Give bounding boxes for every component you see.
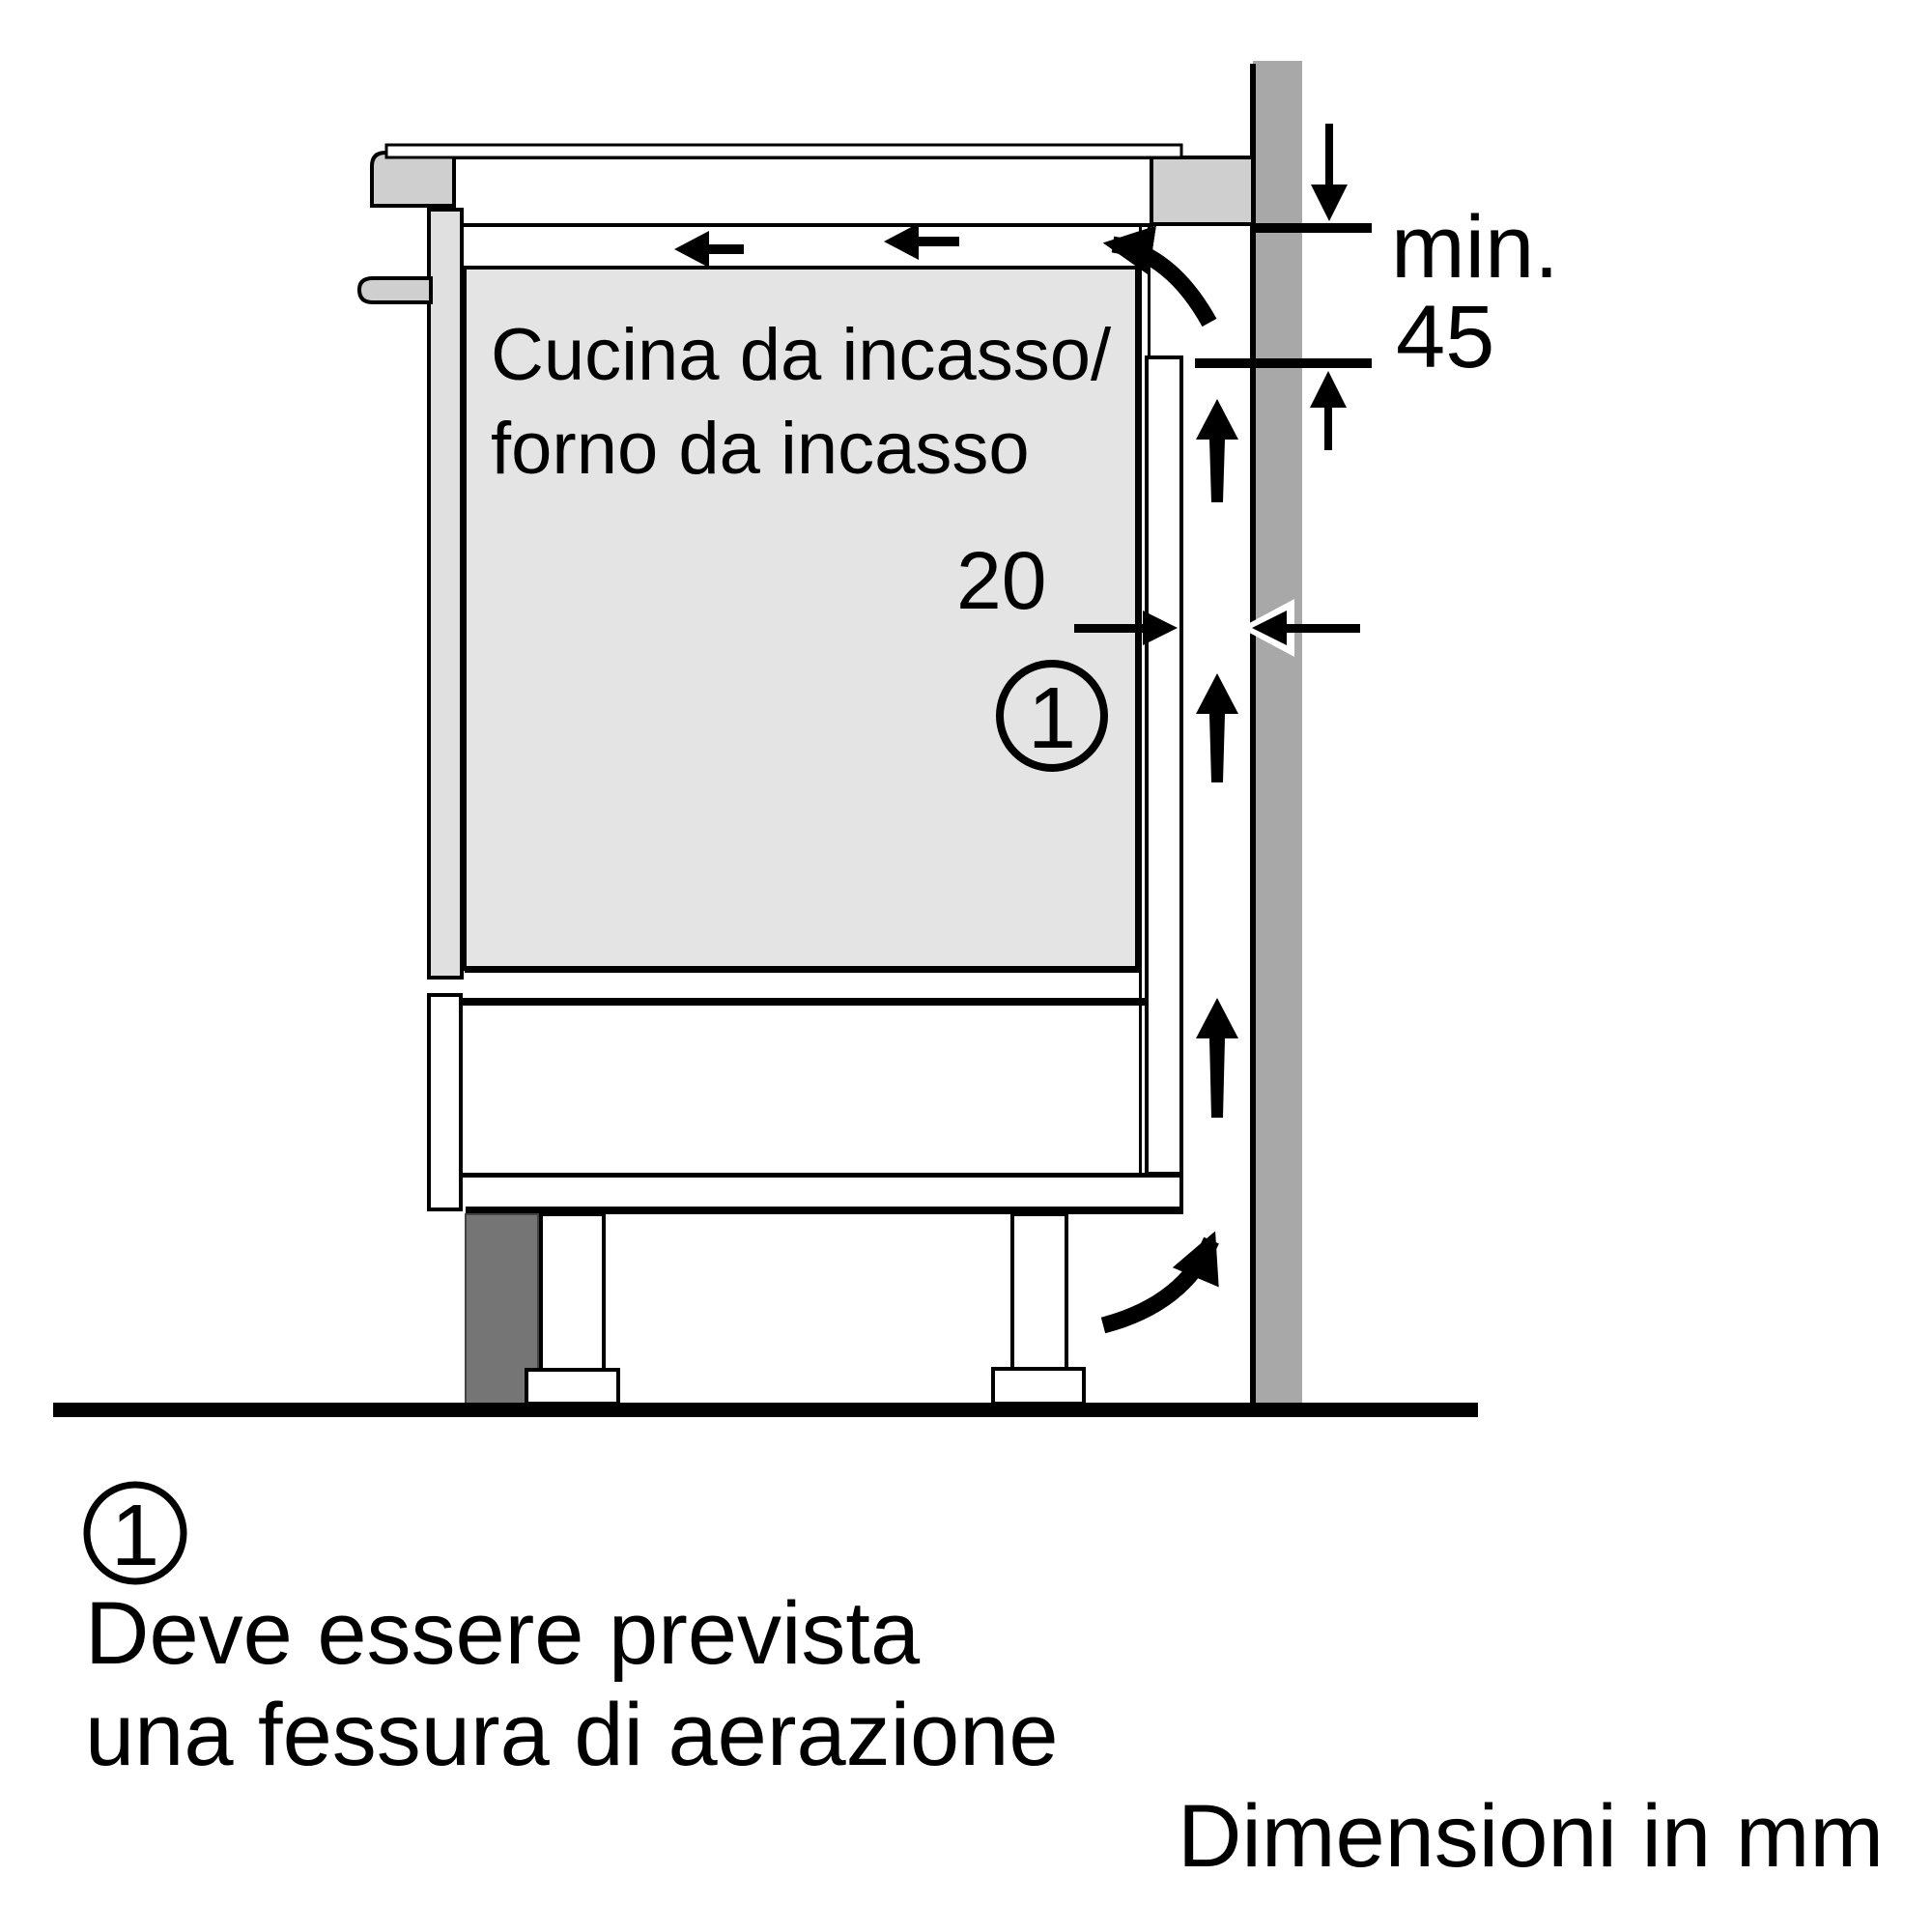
hob-glass — [386, 145, 1181, 157]
wall — [1250, 61, 1302, 1406]
oven-door — [429, 210, 462, 978]
hob-trim-left — [372, 153, 454, 206]
oven-label-line1: Cucina da incasso/ — [491, 314, 1112, 396]
dim-min-value: 45 — [1396, 288, 1495, 386]
units-note: Dimensioni in mm — [1177, 1787, 1884, 1886]
cabinet-leg-left — [526, 1214, 618, 1404]
oven-label-line2: forno da incasso — [491, 408, 1030, 490]
callout-1-drawing-number: 1 — [1027, 670, 1077, 767]
floor-line — [53, 1403, 1478, 1417]
callout-1-legend-number: 1 — [110, 1488, 160, 1584]
legend-note-line1: Deve essere prevista — [85, 1584, 921, 1683]
dim-tick-top — [1253, 223, 1372, 233]
oven-handle — [359, 278, 431, 302]
drawer-front — [429, 995, 461, 1209]
vent-batten — [1147, 357, 1181, 1174]
dim-tick-bottom — [1195, 358, 1372, 368]
hob-trim-right — [1151, 157, 1253, 224]
dim-gap-value: 20 — [956, 535, 1047, 626]
legend-note-line2: una fessura di aerazione — [85, 1686, 1059, 1784]
dim-min-label: min. — [1391, 198, 1559, 297]
worktop — [454, 157, 1151, 225]
